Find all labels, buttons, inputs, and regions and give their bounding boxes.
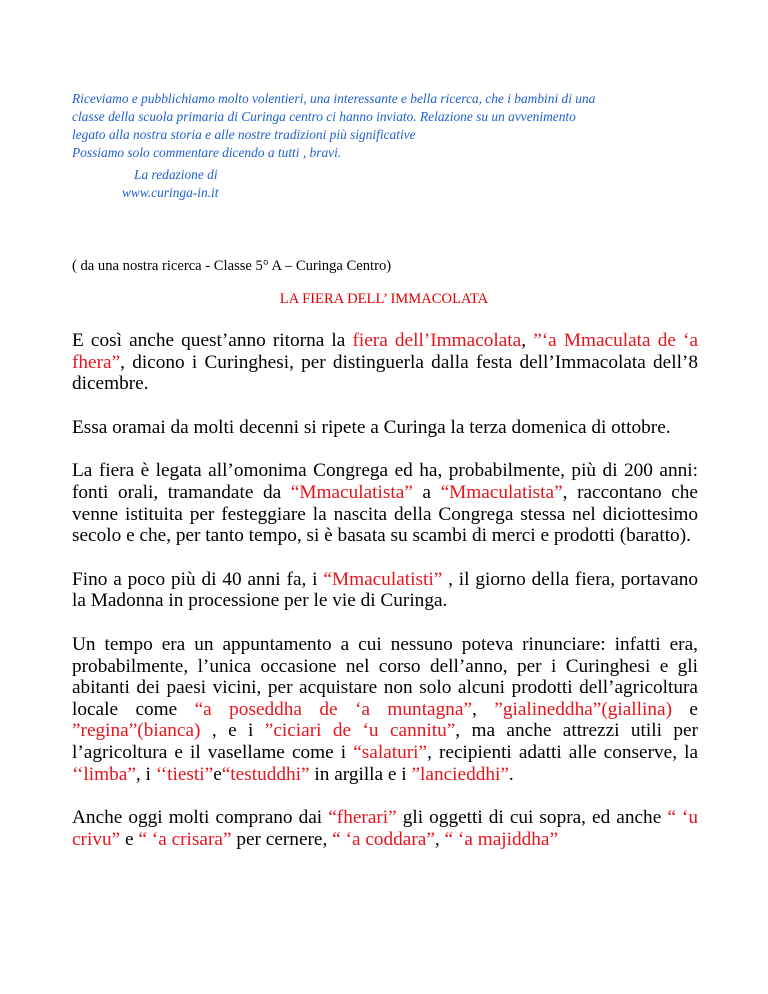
intro-note — [72, 90, 712, 162]
intro-line: classe della scuola primaria di Curinga centro ci hanno inviato. Relazione su un avvenimento — [72, 109, 576, 124]
intro-line: Riceviamo e pubblichiamo molto volentieri, una interessante e bella ricerca, che i bambini di una — [72, 91, 596, 106]
paragraph-1: E così anche quest’anno ritorna la fiera dell’Immacolata, ”‘a Mmaculata de ‘a fhera”, dicono i Curinghesi, per distinguerla dalla festa dell’Immacolata dell’8 dicembre. — [72, 330, 699, 395]
paragraph-5: Un tempo era un appuntamento a cui nessuno poteva rinunciare: infatti era, probabilmente, l’unica occasione nel corso dell’anno, per i Curinghesi e gli abitanti dei paesi vicini, per acquistare non solo alcuni prodotti dell’agricoltura locale come “a poseddha de ‘a muntagna”, ”gialineddha”(giallina) e ”regina”(bianca) , e i ”ciciari de ‘u cannitu”, ma anche attrezzi utili per l’agricoltura e il vasellame come i “salaturi”, recipienti adatti alle conserve, la ‘‘limba”, i ‘‘tiesti”e“testuddhi” in argilla e i ”lancieddhi”. — [72, 633, 699, 785]
paragraph-6: Anche oggi molti comprano dai “fherari” gli oggetti di cui sopra, ed anche “ ‘u crivu” e “ ‘a crisara” per cernere, “ ‘a coddara”, “ ‘a majiddha” — [72, 807, 698, 850]
paragraph-4: Fino a poco più di 40 anni fa, i “Mmaculatisti” , il giorno della fiera, portavano la Madonna in processione per le vie di Curinga. — [72, 568, 698, 612]
intro-line: Possiamo solo commentare dicendo a tutti , bravi. — [72, 145, 342, 160]
intro-line: legato alla nostra storia e alle nostre tradizioni più significative — [72, 127, 416, 142]
paragraph-3: La fiera è legata all’omonima Congrega ed ha, probabilmente, più di 200 anni: fonti orali, tramandate da “Mmaculatista” a “Mmaculatista”, raccontano che venne istituita per festeggiare la nascita della Congrega stessa nel diciottesimo secolo e che, per tanto tempo, si è basata su scambi di merci e prodotti (baratto). — [72, 460, 698, 547]
source-line: ( da una nostra ricerca - Classe 5° A – Curinga Centro) — [72, 258, 392, 274]
article-title: LA FIERA DELL’ IMMACOLATA — [279, 291, 489, 307]
site-link[interactable]: www.curinga-in.it — [122, 185, 219, 200]
paragraph-2: Essa oramai da molti decenni si ripete a Curinga la terza domenica di ottobre. — [72, 416, 671, 438]
article-body — [72, 330, 698, 872]
editorial-signature — [122, 166, 218, 202]
redazione-label: La redazione di — [134, 167, 218, 182]
